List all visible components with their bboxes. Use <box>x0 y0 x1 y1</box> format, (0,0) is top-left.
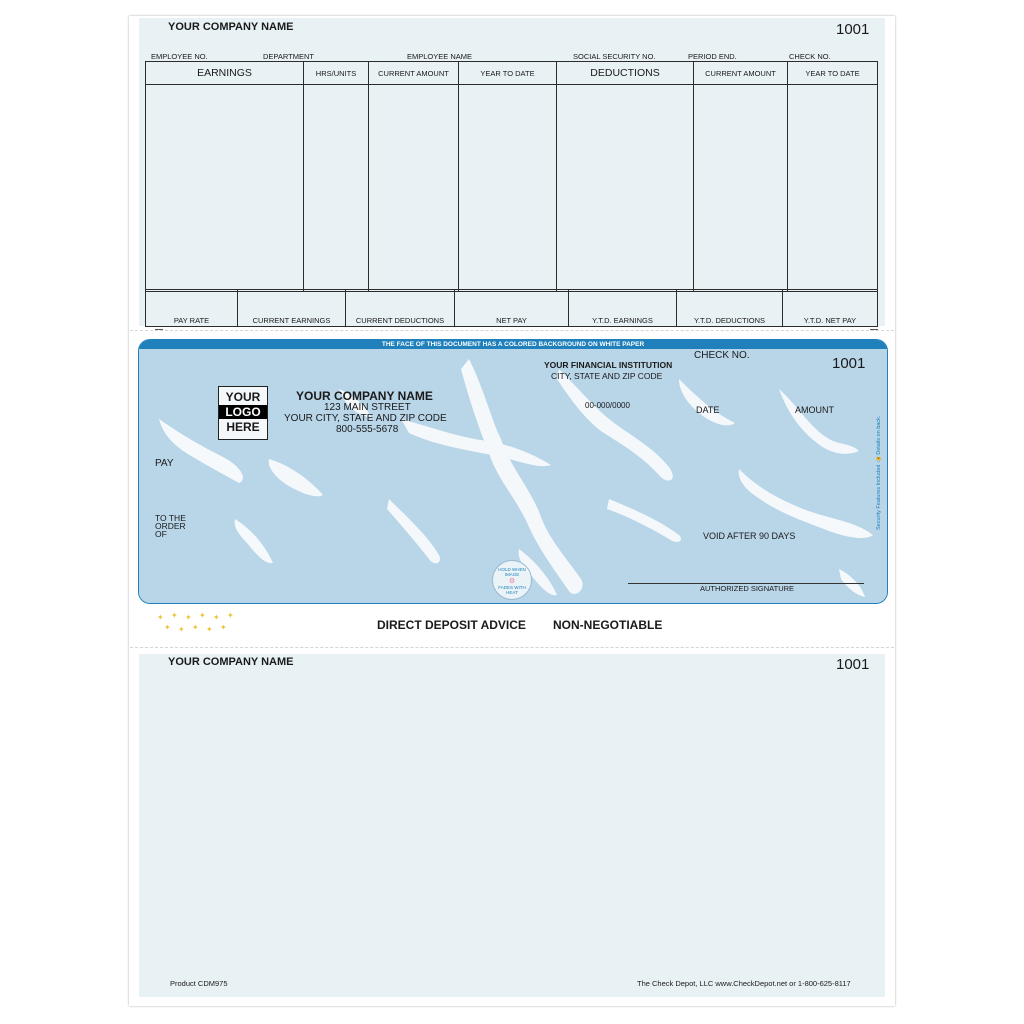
earnings-deductions-table <box>145 61 878 292</box>
cell-current-amount <box>369 85 459 292</box>
order-label-2: ORDER <box>155 521 186 531</box>
header-period-end: PERIOD END. <box>688 52 737 61</box>
cell-earnings <box>146 85 304 292</box>
col-deduction-year-to-date: YEAR TO DATE <box>788 62 878 85</box>
svg-text:✦: ✦ <box>206 625 213 634</box>
header-department: DEPARTMENT <box>263 52 314 61</box>
signature-label: AUTHORIZED SIGNATURE <box>700 584 795 593</box>
check-banner: THE FACE OF THIS DOCUMENT HAS A COLORED BACKGROUND ON WHITE PAPER <box>139 340 887 349</box>
svg-text:✦: ✦ <box>192 623 199 632</box>
bottom-stub-check-number: 1001 <box>836 656 870 673</box>
perforation-bottom <box>130 647 894 648</box>
check-company-phone: 800-555-5678 <box>336 424 399 435</box>
svg-text:✦: ✦ <box>171 611 178 620</box>
total-ytd-earnings: Y.T.D. EARNINGS <box>569 290 677 327</box>
col-deductions: DEDUCTIONS <box>557 62 694 85</box>
cell-year-to-date <box>459 85 557 292</box>
direct-deposit-advice: DIRECT DEPOSIT ADVICE <box>377 618 526 632</box>
seal-text-top: HOLD WHEN IMAGE <box>498 567 526 577</box>
cell-hrs-units <box>304 85 369 292</box>
logo-line-2: LOGO <box>219 405 267 419</box>
header-employee-no: EMPLOYEE NO. <box>151 52 208 61</box>
product-code: Product CDM975 <box>170 979 228 988</box>
order-label-1: TO THE <box>155 513 186 523</box>
logo-line-3: HERE <box>226 420 260 434</box>
cell-deductions <box>557 85 694 292</box>
logo-line-1: YOUR <box>225 390 261 404</box>
header-check-no: CHECK NO. <box>789 52 831 61</box>
perforation-mark-left <box>155 329 163 330</box>
perforation-mark-right <box>870 329 878 330</box>
stub-check-number: 1001 <box>836 21 870 38</box>
totals-table <box>145 289 878 327</box>
bank-city: CITY, STATE AND ZIP CODE <box>551 371 663 381</box>
bottom-stub-company-name: YOUR COMPANY NAME <box>168 656 294 668</box>
header-employee-name: EMPLOYEE NAME <box>407 52 473 61</box>
cell-deduction-ytd <box>788 85 878 292</box>
bottom-stub <box>139 654 885 997</box>
heat-seal-icon <box>492 560 532 600</box>
svg-text:✦: ✦ <box>199 611 206 620</box>
logo-placeholder <box>218 386 268 440</box>
header-ssn: SOCIAL SECURITY NO. <box>573 52 656 61</box>
total-current-earnings: CURRENT EARNINGS <box>238 290 346 327</box>
pay-label: PAY <box>155 458 174 469</box>
vendor-info: The Check Depot, LLC www.CheckDepot.net or 1-800-625-8117 <box>637 979 851 988</box>
svg-text:✦: ✦ <box>157 613 164 622</box>
check-no-label: CHECK NO. <box>694 350 750 361</box>
perforation-top <box>130 330 894 331</box>
lock-icon: 🔒 <box>876 456 882 464</box>
col-current-amount: CURRENT AMOUNT <box>369 62 459 85</box>
col-hrs-units: HRS/UNITS <box>304 62 369 85</box>
bank-name: YOUR FINANCIAL INSTITUTION <box>544 360 673 370</box>
check-company-street: 123 MAIN STREET <box>324 402 411 413</box>
col-earnings: EARNINGS <box>146 62 304 85</box>
svg-text:✦: ✦ <box>178 625 185 634</box>
col-year-to-date: YEAR TO DATE <box>459 62 557 85</box>
routing-fraction: 00-000/0000 <box>585 401 630 410</box>
date-label: DATE <box>696 405 720 415</box>
seal-text-bottom: FADES WITH HEAT <box>498 585 526 595</box>
security-features-text <box>876 398 890 548</box>
amount-label: AMOUNT <box>795 405 834 415</box>
order-label-3: OF <box>155 529 167 539</box>
stub-company-name: YOUR COMPANY NAME <box>168 21 294 33</box>
total-ytd-net-pay: Y.T.D. NET PAY <box>783 290 878 327</box>
void-notice: VOID AFTER 90 DAYS <box>703 531 796 541</box>
details-label: Details on back. <box>876 415 882 455</box>
svg-text:✦: ✦ <box>164 623 171 632</box>
total-pay-rate: PAY RATE <box>146 290 238 327</box>
seal-key-glyph: ⚙ <box>508 578 516 585</box>
total-net-pay: NET PAY <box>455 290 569 327</box>
non-negotiable: NON-NEGOTIABLE <box>553 618 663 632</box>
cell-deduction-current <box>694 85 788 292</box>
col-deduction-current-amount: CURRENT AMOUNT <box>694 62 788 85</box>
total-current-deductions: CURRENT DEDUCTIONS <box>346 290 455 327</box>
check-company-city: YOUR CITY, STATE AND ZIP CODE <box>284 413 447 424</box>
svg-text:✦: ✦ <box>220 623 227 632</box>
svg-text:✦: ✦ <box>185 613 192 622</box>
svg-text:✦: ✦ <box>213 613 220 622</box>
svg-text:✦: ✦ <box>227 611 234 620</box>
total-ytd-deductions: Y.T.D. DEDUCTIONS <box>677 290 783 327</box>
check-number: 1001 <box>832 355 866 372</box>
check-company-name: YOUR COMPANY NAME <box>296 389 433 403</box>
gold-star-security-mark <box>155 610 240 634</box>
security-label: Security Features Included <box>876 464 882 531</box>
